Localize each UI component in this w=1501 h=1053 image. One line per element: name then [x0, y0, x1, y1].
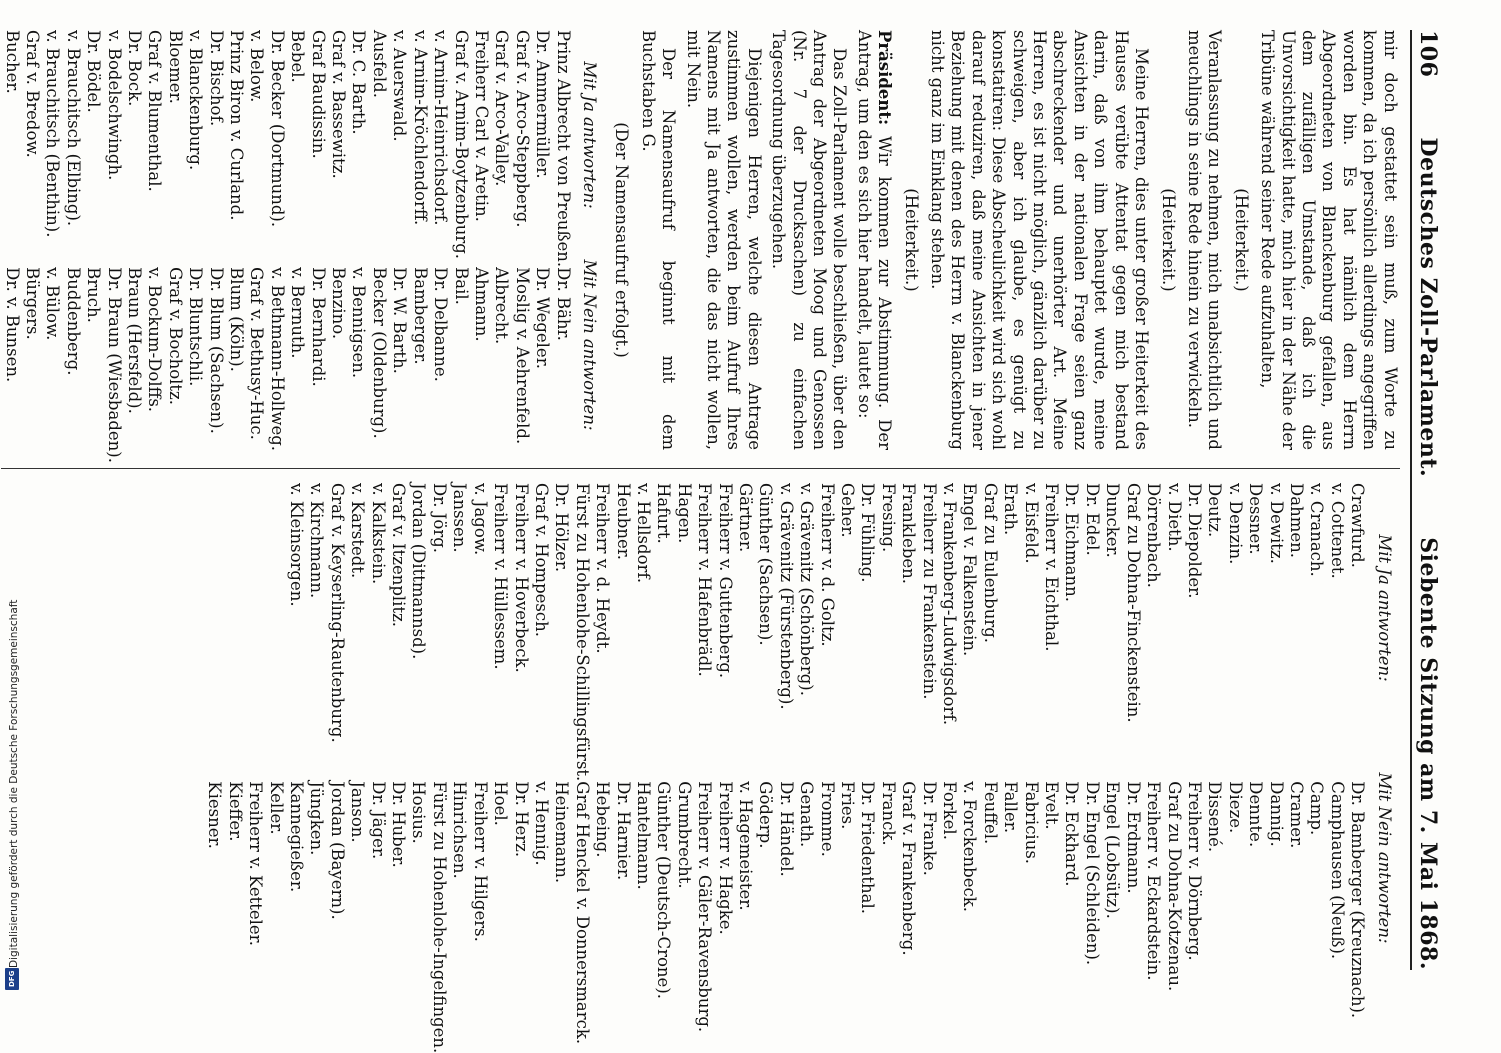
ja-heading: Mit Ja antworten: [579, 61, 599, 209]
nein-heading: Mit Nein antworten: [579, 259, 599, 431]
name-entry: v. Kleinsorgen. [287, 483, 307, 607]
name-entry: Dr. Eichmann. [1062, 483, 1082, 602]
name-entry: Dr. Ammermüller. [533, 30, 553, 179]
name-entry: Dr. W. Barth. [390, 267, 410, 374]
name-entry: Braun (Hersfeld). [125, 267, 145, 414]
name-entry: Dr. Erdmann. [1123, 781, 1143, 894]
name-entry: Dr. Bernhardi. [308, 267, 328, 387]
name-entry: Albrecht. [492, 267, 512, 345]
name-entry: Hebeing. [593, 781, 613, 858]
speech-paragraph: Meine Herren, dies unter großer Heiterkeit des Hauses verübte Attentat gegen mich bestand darin, daß von ihm behauptet wurde, meine Ansichten in der nationalen Frage seien ganz abschreckender und unerhörter Art. Meine Herren, es ist nicht möglich, gänzlich darüber zu schweigen, aber ich glaube, es genügt zu konstatiren: Diese Abscheulichkeit wird sich wohl darauf reduziren, daß meine Ansichten in jener Beziehung mit denen des Herrn v. Blanckenburg nicht ganz im Einklang stehen. [928, 30, 1152, 450]
name-entry: Dr. Hölzer. [552, 483, 572, 573]
name-entry: Dissené. [1205, 781, 1225, 853]
nein-list [1, 267, 572, 463]
nein-list [204, 781, 1367, 1053]
name-entry: Dr. Bluntschli. [186, 267, 206, 387]
name-entry: Erath. [1001, 483, 1021, 536]
name-entry: Freiherr v. Ketteler. [246, 781, 266, 946]
name-entry: Hinrichsen. [450, 781, 470, 879]
name-entry: Göderp. [756, 781, 776, 849]
ja-list [1, 30, 572, 267]
name-entry: Dr. Franke. [919, 781, 939, 876]
vote-lists [1, 30, 573, 463]
dfg-logo: DFG [5, 968, 19, 990]
name-entry: Gärtner. [736, 483, 755, 553]
name-entry: Fresing. [878, 483, 898, 553]
name-entry: Prinz Albrecht von Preußen. [553, 30, 573, 268]
name-entry: Prinz Biron v. Curland. [227, 30, 247, 221]
name-entry: Dr. Diepolder. [1184, 483, 1204, 599]
name-entry: Dessner. [1246, 483, 1266, 555]
name-entry: Fromme. [817, 781, 837, 857]
name-entry: Freiherr v. Dörnberg. [1184, 781, 1204, 961]
name-entry: Buddenberg. [63, 267, 83, 376]
president-paragraph: Präsident: Wir kommen zur Abstimmung. Der Antrag, um den es sich hier handelt, lautet so: [854, 30, 895, 450]
name-entry: Engel (Lobsütz). [1103, 781, 1123, 919]
interjection: (Heiterkeit.) [1231, 188, 1251, 292]
name-entry: v. Kirchmann. [307, 483, 327, 599]
name-entry: Janssen. [450, 483, 470, 553]
name-entry: Cramer. [1286, 781, 1306, 849]
name-entry: Engel v. Falkenstein. [960, 483, 980, 657]
president-paragraph: Der Namensaufruf beginnt mit dem Buchstaben G. [638, 30, 679, 450]
name-entry: Graf v. Itzenplitz. [389, 483, 409, 628]
name-entry: Dennte. [1246, 781, 1266, 848]
name-entry: v. Below. [247, 30, 267, 103]
name-entry: Grumbrecht. [674, 781, 694, 889]
name-entry: Hosius. [409, 781, 429, 844]
name-entry: v. Eisfeld. [1021, 483, 1041, 564]
name-entry: Dörrenbach. [1144, 483, 1164, 588]
name-entry: v. Karstedt. [348, 483, 368, 579]
name-entry: Genath. [797, 781, 817, 848]
name-entry: Becker (Oldenburg). [369, 267, 389, 439]
name-entry: Fries. [838, 781, 858, 830]
name-entry: Ausfeld. [369, 30, 389, 98]
name-entry: Graf zu Dohna-Finckenstein. [1123, 483, 1143, 723]
name-entry: v. Grävenitz (Fürstenberg). [776, 483, 796, 710]
name-entry: v. Frankenberg-Ludwigsdorf. [940, 483, 960, 726]
name-entry: v. Blanckenburg. [186, 30, 206, 171]
name-entry: v. Dieth. [1164, 483, 1184, 552]
vote-headings [1367, 483, 1399, 983]
motion-text: Das Zoll-Parlament wolle beschließen, über den Antrag der Abgeordneten Moog und Genossen (Nr. 7 der Drucksachen) zu einfachen Tagesordnung überzugehen. [769, 30, 850, 450]
name-entry: Dr. Braun (Wiesbaden). [104, 267, 124, 463]
name-entry: Heinemann. [552, 781, 572, 884]
name-entry: v. Denzin. [1225, 483, 1245, 565]
name-entry: Freiherr v. Hilgers. [470, 781, 490, 942]
name-entry: v. Hellsdorf. [633, 483, 653, 584]
name-entry: Dr. Huber. [389, 781, 409, 868]
name-entry: v. Bülow. [43, 267, 63, 341]
name-entry: Feuffel. [980, 781, 1000, 845]
name-entry: v. Arnim-Kröchlendorff. [410, 30, 430, 226]
name-entry: Bloemer. [165, 30, 185, 104]
name-entry: Dr. Händel. [776, 781, 796, 877]
page-header [1410, 30, 1441, 970]
name-entry: Freiherr v. Hagke. [715, 781, 735, 935]
name-entry: Dr. Fühling. [858, 483, 878, 583]
name-entry: Dr. Bischof. [206, 30, 226, 127]
name-entry: Bürgers. [23, 267, 42, 340]
name-entry: Hagen. [674, 483, 694, 544]
name-entry: Dr. Bamberger (Kreuznach). [1348, 781, 1368, 1019]
name-entry: Freiherr v. Gäler-Ravensburg. [695, 781, 715, 1033]
name-entry: Graf Henckel v. Donnersmarck. [572, 781, 592, 1045]
name-entry: v. Hagemeister. [736, 781, 755, 911]
name-entry: Bamberger. [410, 267, 430, 365]
name-entry: Graf v. Arnim-Boytzenburg. [451, 30, 471, 260]
publication-title: Deutsches Zoll-Parlament. [1415, 137, 1441, 478]
name-entry: Fürst zu Hohenlohe-Schillingsfürst. [572, 483, 592, 782]
name-entry: Crawfurd. [1348, 483, 1368, 568]
vote-lists [204, 483, 1368, 1053]
name-entry: Graf Baudissin. [308, 30, 328, 159]
name-entry: v. Grävenitz (Schönberg). [797, 483, 817, 696]
dfg-credit: Digitalisierung gefördert durch die Deutsche Forschungsgemeinschaft [8, 599, 20, 968]
name-entry: Moslig v. Aehrenfeld. [512, 267, 532, 445]
name-entry: Camphausen (Neuß). [1327, 781, 1347, 960]
speech-paragraph: Veranlassung zu nehmen, mich unabsichtlich und meuchlings in seine Rede hinein zu verwickeln. [1184, 30, 1225, 450]
name-entry: Dr. Jörg. [429, 483, 449, 554]
name-entry: Jordan (Dittmannsd). [409, 483, 429, 660]
name-entry: Dr. Jäger. [368, 781, 388, 860]
name-entry: Graf v. Bocholtz. [165, 267, 185, 405]
name-entry: Freiherr v. d. Heydt. [593, 483, 613, 654]
name-entry: Dr. C. Barth. [349, 30, 369, 135]
left-column [1, 30, 1400, 463]
name-entry: Dr. Edel. [1082, 483, 1102, 556]
name-entry: Graf zu Dohna-Kotzenau. [1164, 781, 1184, 992]
name-entry: v. Bethmann-Hollweg. [267, 267, 287, 452]
vote-headings [573, 30, 605, 450]
name-entry: Dr. Friedenthal. [858, 781, 878, 915]
president-paragraph: Diejenigen Herren, welche diesen Antrage zustimmen wollen, werden beim Aufruf Ihres Namens mit Ja antworten, die das nicht wollen, mit Nein. [683, 30, 764, 450]
page-number: 106 [1415, 30, 1441, 78]
session-title: Siebente Sitzung am 7. Mai 1868. [1415, 537, 1441, 970]
name-entry: Jüngken. [307, 781, 327, 856]
name-entry: Freiherr v. Hoverbeck. [511, 483, 531, 673]
ja-list [204, 483, 1367, 781]
name-entry: Günther (Deutsch-Crone). [654, 781, 674, 1000]
name-entry: Freiherr zu Frankenstein. [919, 483, 939, 700]
name-entry: Fürst zu Hohenlohe-Ingelfingen. [429, 781, 449, 1053]
name-entry: Forkel. [940, 781, 960, 840]
name-entry: Dr. Blum (Sachsen). [206, 267, 226, 434]
name-entry: Geher. [838, 483, 858, 538]
name-entry: v. Bernuth. [288, 267, 308, 359]
name-entry: Kieffer. [225, 781, 245, 842]
name-entry: v. Hennig. [531, 781, 551, 866]
name-entry: v. Cranach. [1307, 483, 1327, 577]
name-entry: Graf v. Frankenberg. [899, 781, 919, 956]
name-entry: Benzino. [329, 267, 349, 340]
name-entry: Hantelmann. [633, 781, 653, 890]
name-entry: Freiherr v. Guttenberg. [715, 483, 735, 679]
name-entry: v. Kalkstein. [368, 483, 388, 585]
name-entry: Bruch. [84, 267, 104, 323]
name-entry: Dr. Engel (Schleiden). [1082, 781, 1102, 966]
name-entry: Dr. Bödel. [84, 30, 104, 113]
name-entry: v. Auerswald. [390, 30, 410, 142]
name-entry: Dr. Herz. [511, 781, 531, 858]
name-entry: Freiherr v. Hüllessem. [491, 483, 511, 670]
name-entry: Hoel. [491, 781, 511, 826]
ja-heading: Mit Ja antworten: [1374, 534, 1394, 682]
name-entry: Freiherr v. Eichthal. [1042, 483, 1062, 652]
name-entry: Deutz. [1205, 483, 1225, 538]
name-entry: Duncker. [1103, 483, 1123, 558]
name-entry: Graf v. Blumenthal. [145, 30, 165, 192]
name-entry: Evelt. [1042, 781, 1062, 830]
name-entry: Bucher. [2, 30, 22, 94]
name-entry: Graf v. Bethusy-Huc. [247, 267, 267, 440]
name-entry: Graf v. Arco-Steppberg. [512, 30, 532, 228]
name-entry: Dr. Bock. [125, 30, 145, 107]
speech-paragraph: mir doch gestattet sein muß, zum Worte zu kommen, da ich persönlich allerdings angegriffen worden bin. Es hat nämlich dem Herrn Abgeordneten von Blanckenburg gefallen, aus dem zufälligen Umstande, daß ich die Unvorsichtigkeit hatte, mich hier in der Nähe der Tribüne während seiner Rede aufzuhalten, [1258, 30, 1400, 450]
president-label: Präsident: [875, 30, 895, 126]
name-entry: Frankleben. [899, 483, 919, 585]
name-entry: Dr. Becker (Dortmund). [267, 30, 287, 228]
name-entry: Graf v. Arco-Valley. [492, 30, 512, 187]
interjection: (Heiterkeit.) [1158, 188, 1178, 292]
name-entry: Jordan (Bayern). [327, 781, 347, 920]
name-entry: Graf zu Eulenburg. [980, 483, 1000, 644]
footer [2, 394, 26, 994]
name-entry: v. Jagow. [470, 483, 490, 556]
name-entry: Freiherr v. Hafenbrädl. [695, 483, 715, 677]
name-entry: Kannegießer. [287, 781, 307, 893]
name-entry: v. Forckenbeck. [960, 781, 980, 912]
name-entry: v. Bodelschwingh. [104, 30, 124, 181]
name-entry: Heubner. [613, 483, 633, 561]
name-entry: v. Brauchitsch (Benthin). [43, 30, 63, 238]
name-entry: Bail. [451, 267, 471, 305]
name-entry: Graf v. Hompesch. [531, 483, 551, 637]
name-entry: v. Bennigsen. [349, 267, 369, 379]
name-entry: Dahmen. [1286, 483, 1306, 558]
name-entry: Janson. [348, 781, 368, 843]
name-entry: Ahmann. [471, 267, 491, 342]
name-entry: Dr. Delbanne. [431, 267, 451, 382]
interjection: (Der Namensaufruf erfolgt.) [612, 122, 632, 358]
name-entry: Camp. [1307, 781, 1327, 836]
name-entry: Freiherr v. d. Goltz. [817, 483, 837, 647]
name-entry: Günther (Sachsen). [756, 483, 776, 646]
name-entry: v. Brauchitsch (Elbing). [63, 30, 83, 227]
right-column [1, 468, 1399, 1053]
name-entry: Dr. Eckhard. [1062, 781, 1082, 887]
name-entry: v. Arnim-Heinrichsdorf. [431, 30, 451, 226]
name-entry: v. Dewitz. [1266, 483, 1286, 564]
name-entry: Freiherr Carl v. Aretin. [471, 30, 491, 222]
name-entry: Blum (Köln). [227, 267, 247, 372]
name-entry: v. Cottenet. [1327, 483, 1347, 579]
name-entry: Kiesner. [205, 781, 225, 849]
name-entry: Bebel. [288, 30, 308, 83]
name-entry: Dr. Bähr. [553, 267, 573, 341]
interjection: (Heiterkeit.) [901, 188, 921, 292]
name-entry: Faller. [1001, 781, 1021, 834]
name-entry: Graf v. Bassewitz. [329, 30, 349, 179]
name-entry: Franck. [878, 781, 898, 846]
name-entry: v. Bockum-Dolffs. [145, 267, 165, 413]
name-entry: Dieze. [1225, 781, 1245, 834]
name-entry: Freiherr v. Eckardstein. [1144, 781, 1164, 981]
name-entry: Graf v. Bredow. [23, 30, 42, 158]
name-entry: Hafurt. [654, 483, 674, 544]
name-entry: Dr. Harnier. [613, 781, 633, 881]
name-entry: Dr. v. Bunsen. [2, 267, 22, 383]
name-entry: Fabricius. [1021, 781, 1041, 865]
name-entry: Keller. [266, 781, 286, 835]
name-entry: Dannig. [1266, 781, 1286, 847]
name-entry: Dr. Wegeler. [533, 267, 553, 370]
name-entry: Graf v. Keyserling-Rautenburg. [327, 483, 347, 743]
nein-heading: Mit Nein antworten: [1374, 772, 1394, 944]
